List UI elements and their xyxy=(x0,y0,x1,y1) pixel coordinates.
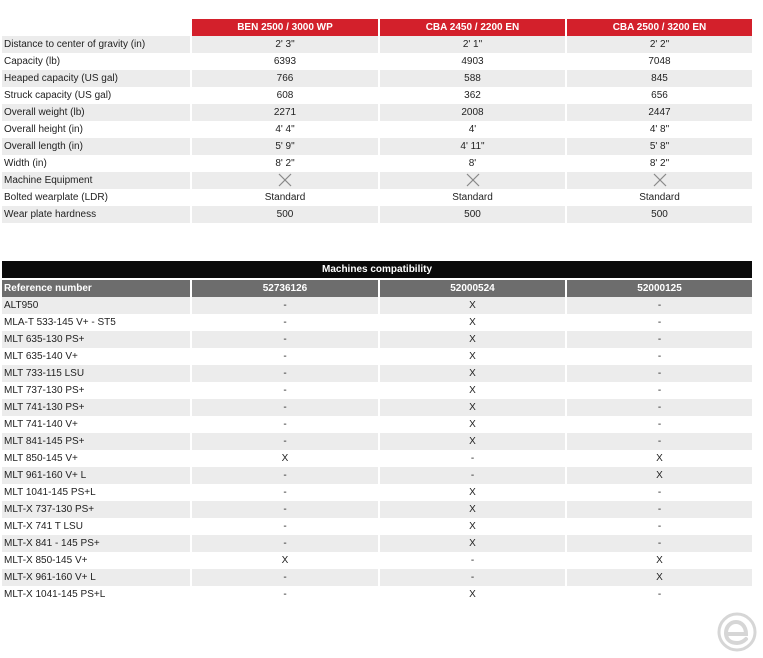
machine-model: MLT-X 850-145 V+ xyxy=(2,552,190,569)
compat-mark: X xyxy=(378,501,565,518)
spec-value: 4' 11" xyxy=(378,138,565,155)
machine-model: MLT-X 737-130 PS+ xyxy=(2,501,190,518)
spec-value: 2271 xyxy=(190,104,378,121)
compat-row xyxy=(2,416,752,433)
compat-mark: - xyxy=(378,569,565,586)
equipment-logo-icon xyxy=(717,612,757,652)
machine-model: MLT 741-140 V+ xyxy=(2,416,190,433)
compat-title-row xyxy=(2,261,752,278)
machine-model: MLT 733-115 LSU xyxy=(2,365,190,382)
machine-model: MLT-X 741 T LSU xyxy=(2,518,190,535)
spec-row xyxy=(2,121,752,138)
machine-model: MLT 635-140 V+ xyxy=(2,348,190,365)
compat-row xyxy=(2,518,752,535)
compat-mark: - xyxy=(190,382,378,399)
specs-table xyxy=(2,19,752,223)
spec-value xyxy=(565,172,752,189)
compat-mark: - xyxy=(565,484,752,501)
compat-mark: X xyxy=(378,331,565,348)
spec-row xyxy=(2,87,752,104)
specs-col-header: CBA 2450 / 2200 EN xyxy=(378,19,565,36)
machine-model: MLT 741-130 PS+ xyxy=(2,399,190,416)
spec-value: 6393 xyxy=(190,53,378,70)
compat-mark: - xyxy=(190,365,378,382)
compat-mark: - xyxy=(565,501,752,518)
machine-model: ALT950 xyxy=(2,297,190,314)
spec-label: Heaped capacity (US gal) xyxy=(2,70,190,87)
spec-row xyxy=(2,138,752,155)
compat-mark: X xyxy=(565,552,752,569)
cross-icon xyxy=(465,175,481,186)
compat-row xyxy=(2,467,752,484)
spec-value: 608 xyxy=(190,87,378,104)
compat-mark: - xyxy=(190,518,378,535)
compat-mark: - xyxy=(565,314,752,331)
compat-row xyxy=(2,365,752,382)
spec-value xyxy=(378,172,565,189)
compat-mark: - xyxy=(190,569,378,586)
compat-mark: - xyxy=(190,314,378,331)
spec-value: 500 xyxy=(190,206,378,223)
compat-title: Machines compatibility xyxy=(2,261,752,278)
compat-mark: X xyxy=(190,552,378,569)
specs-col-header: CBA 2500 / 3200 EN xyxy=(565,19,752,36)
spec-value: 500 xyxy=(565,206,752,223)
machine-model: MLT 635-130 PS+ xyxy=(2,331,190,348)
compat-row xyxy=(2,569,752,586)
compat-mark: X xyxy=(378,518,565,535)
compat-mark: X xyxy=(565,569,752,586)
spec-value: 5' 9" xyxy=(190,138,378,155)
spec-value: 8' 2" xyxy=(190,155,378,172)
spec-label: Capacity (lb) xyxy=(2,53,190,70)
compat-mark: X xyxy=(378,297,565,314)
spec-label: Struck capacity (US gal) xyxy=(2,87,190,104)
compat-mark: - xyxy=(565,297,752,314)
compat-mark: X xyxy=(378,314,565,331)
compat-row xyxy=(2,433,752,450)
spec-label: Distance to center of gravity (in) xyxy=(2,36,190,53)
reference-number: 52000524 xyxy=(378,278,565,297)
spec-value: 4' 8" xyxy=(565,121,752,138)
spec-value: 4903 xyxy=(378,53,565,70)
spec-value: 8' 2" xyxy=(565,155,752,172)
spec-row xyxy=(2,104,752,121)
machine-model: MLT 841-145 PS+ xyxy=(2,433,190,450)
spec-row xyxy=(2,172,752,189)
compat-mark: X xyxy=(378,399,565,416)
spec-value: 2' 1" xyxy=(378,36,565,53)
cross-icon xyxy=(277,175,293,186)
compat-mark: X xyxy=(190,450,378,467)
spec-value: Standard xyxy=(378,189,565,206)
compat-mark: - xyxy=(565,348,752,365)
compat-row xyxy=(2,450,752,467)
compat-row xyxy=(2,297,752,314)
compat-mark: - xyxy=(190,348,378,365)
compat-row xyxy=(2,535,752,552)
compat-mark: - xyxy=(190,331,378,348)
spec-value: 2' 3" xyxy=(190,36,378,53)
compat-mark: X xyxy=(378,365,565,382)
compat-mark: X xyxy=(378,586,565,603)
spec-label: Width (in) xyxy=(2,155,190,172)
spec-value: 656 xyxy=(565,87,752,104)
compat-mark: X xyxy=(378,433,565,450)
reference-number-label: Reference number xyxy=(2,278,190,297)
compat-mark: X xyxy=(378,535,565,552)
machine-model: MLT 961-160 V+ L xyxy=(2,467,190,484)
compat-mark: - xyxy=(190,484,378,501)
machine-model: MLT 737-130 PS+ xyxy=(2,382,190,399)
reference-number: 52736126 xyxy=(190,278,378,297)
compat-row xyxy=(2,484,752,501)
compat-mark: - xyxy=(565,433,752,450)
spec-value: 4' xyxy=(378,121,565,138)
compat-mark: X xyxy=(378,382,565,399)
spec-label: Overall length (in) xyxy=(2,138,190,155)
reference-number: 52000125 xyxy=(565,278,752,297)
compat-row xyxy=(2,348,752,365)
compat-mark: X xyxy=(378,416,565,433)
machine-model: MLT 850-145 V+ xyxy=(2,450,190,467)
machine-model: MLA-T 533-145 V+ - ST5 xyxy=(2,314,190,331)
spec-value: Standard xyxy=(190,189,378,206)
compat-mark: - xyxy=(190,433,378,450)
compat-mark: - xyxy=(565,399,752,416)
spec-row xyxy=(2,155,752,172)
spec-value: 2' 2" xyxy=(565,36,752,53)
machine-model: MLT-X 961-160 V+ L xyxy=(2,569,190,586)
specs-col-header: BEN 2500 / 3000 WP xyxy=(190,19,378,36)
compat-mark: - xyxy=(565,586,752,603)
compat-mark: - xyxy=(378,450,565,467)
compat-mark: X xyxy=(565,450,752,467)
spec-value: 5' 8" xyxy=(565,138,752,155)
compat-row xyxy=(2,399,752,416)
compat-mark: - xyxy=(565,331,752,348)
machine-model: MLT 1041-145 PS+L xyxy=(2,484,190,501)
compat-mark: X xyxy=(378,484,565,501)
spec-value: Standard xyxy=(565,189,752,206)
spec-row xyxy=(2,70,752,87)
spec-value: 766 xyxy=(190,70,378,87)
compat-mark: - xyxy=(190,586,378,603)
spec-label: Wear plate hardness xyxy=(2,206,190,223)
spec-row xyxy=(2,206,752,223)
spec-value: 4' 4" xyxy=(190,121,378,138)
compat-mark: - xyxy=(565,365,752,382)
spec-value: 8' xyxy=(378,155,565,172)
compat-mark: - xyxy=(565,518,752,535)
machine-model: MLT-X 1041-145 PS+L xyxy=(2,586,190,603)
compat-mark: X xyxy=(565,467,752,484)
compat-mark: - xyxy=(190,501,378,518)
compat-mark: - xyxy=(190,416,378,433)
compat-row xyxy=(2,586,752,603)
compat-mark: - xyxy=(565,382,752,399)
compat-header-row xyxy=(2,278,752,297)
compat-mark: - xyxy=(565,535,752,552)
spec-row xyxy=(2,36,752,53)
compat-row xyxy=(2,552,752,569)
compat-row xyxy=(2,501,752,518)
spec-value: 588 xyxy=(378,70,565,87)
spec-value: 7048 xyxy=(565,53,752,70)
spec-value: 362 xyxy=(378,87,565,104)
compat-mark: X xyxy=(378,348,565,365)
spec-label: Machine Equipment xyxy=(2,172,190,189)
compat-mark: - xyxy=(190,297,378,314)
compat-mark: - xyxy=(378,467,565,484)
spec-value: 500 xyxy=(378,206,565,223)
compat-mark: - xyxy=(190,535,378,552)
spec-label: Bolted wearplate (LDR) xyxy=(2,189,190,206)
specs-header-row xyxy=(2,19,752,36)
spec-row xyxy=(2,53,752,70)
cross-icon xyxy=(652,175,668,186)
spec-value: 2447 xyxy=(565,104,752,121)
spec-label: Overall weight (lb) xyxy=(2,104,190,121)
spec-value: 2008 xyxy=(378,104,565,121)
compat-row xyxy=(2,382,752,399)
compat-row xyxy=(2,331,752,348)
compat-mark: - xyxy=(565,416,752,433)
compat-mark: - xyxy=(190,399,378,416)
compat-row xyxy=(2,314,752,331)
compat-mark: - xyxy=(378,552,565,569)
compat-mark: - xyxy=(190,467,378,484)
spec-value xyxy=(190,172,378,189)
specs-header-blank xyxy=(2,19,190,36)
spec-row xyxy=(2,189,752,206)
compatibility-table xyxy=(2,261,752,603)
spec-label: Overall height (in) xyxy=(2,121,190,138)
spec-value: 845 xyxy=(565,70,752,87)
machine-model: MLT-X 841 - 145 PS+ xyxy=(2,535,190,552)
